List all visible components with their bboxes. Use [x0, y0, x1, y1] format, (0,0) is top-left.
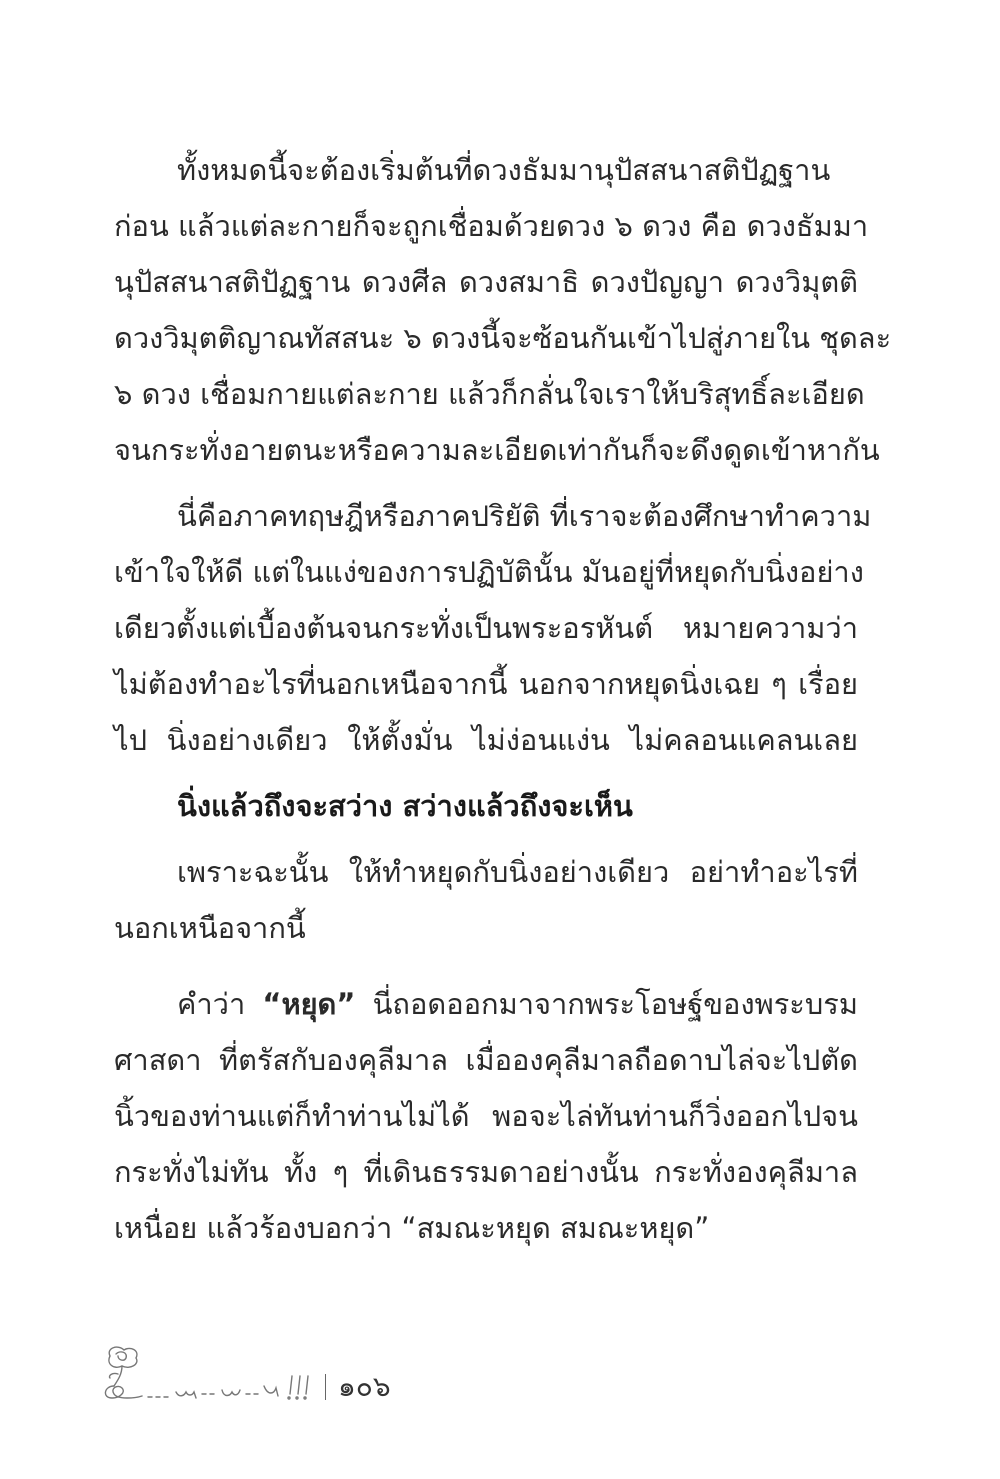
- page-number: ๑๐๖: [338, 1370, 391, 1403]
- paragraph-4-line-3: นิ้วของท่านแต่ก็ทำท่านไม่ได้ พอจะไล่ทันท่านก็วิ่งออกไปจน: [114, 1099, 858, 1133]
- paragraph-3-line-1: เพราะฉะนั้น ให้ทำหยุดกับนิ่งอย่างเดียว อย่าทำอะไรที่: [177, 855, 858, 889]
- paragraph-4-line-5: เหนื่อย แล้วร้องบอกว่า “สมณะหยุด สมณะหยุด”: [114, 1211, 710, 1245]
- paragraph-1-line-6: จนกระทั่งอายตนะหรือความละเอียดเท่ากันก็จะดึงดูดเข้าหากัน: [114, 433, 880, 467]
- paragraph-1-line-4: ดวงวิมุตติญาณทัสสนะ ๖ ดวงนี้จะซ้อนกันเข้าไปสู่ภายใน ชุดละ: [114, 321, 892, 355]
- paragraph-1-line-5: ๖ ดวง เชื่อมกายแต่ละกาย แล้วก็กลั่นใจเราให้บริสุทธิ์ละเอียด: [114, 377, 865, 411]
- paragraph-1-line-3: นุปัสสนาสติปัฏฐาน ดวงศีล ดวงสมาธิ ดวงปัญญา ดวงวิมุตติ: [114, 265, 858, 299]
- footer-separator: [325, 1374, 326, 1400]
- rose-signature-icon: [96, 1342, 326, 1404]
- paragraph-4-keyword: “หยุด”: [262, 987, 356, 1021]
- paragraph-2-line-2: เข้าใจให้ดี แต่ในแง่ของการปฏิบัตินั้น มันอยู่ที่หยุดกับนิ่งอย่าง: [114, 555, 864, 589]
- paragraph-2-line-5: ไป นิ่งอย่างเดียว ให้ตั้งมั่น ไม่ง่อนแง่น ไม่คลอนแคลนเลย: [114, 723, 858, 757]
- paragraph-3-line-2: นอกเหนือจากนี้: [114, 911, 306, 945]
- paragraph-2-line-4: ไม่ต้องทำอะไรที่นอกเหนือจากนี้ นอกจากหยุดนิ่งเฉย ๆ เรื่อย: [114, 667, 858, 701]
- paragraph-4-line-1: [177, 984, 858, 1024]
- paragraph-4-line-4: กระทั่งไม่ทัน ทั้ง ๆ ที่เดินธรรมดาอย่างนั้น กระทั่งองคุลีมาล: [114, 1155, 858, 1189]
- paragraph-1-line-2: ก่อน แล้วแต่ละกายก็จะถูกเชื่อมด้วยดวง ๖ ดวง คือ ดวงธัมมา: [114, 209, 869, 243]
- paragraph-2-line-1: นี่คือภาคทฤษฎีหรือภาคปริยัติ ที่เราจะต้องศึกษาทำความ: [177, 499, 872, 533]
- paragraph-4-prefix: คำว่า: [177, 987, 263, 1021]
- paragraph-2-line-3: เดียวตั้งแต่เบื้องต้นจนกระทั่งเป็นพระอรหันต์ หมายความว่า: [114, 611, 858, 645]
- paragraph-4-line-2: ศาสดา ที่ตรัสกับองคุลีมาล เมื่อองคุลีมาลถือดาบไล่จะไปตัด: [114, 1043, 858, 1077]
- paragraph-4-rest: นี่ถอดออกมาจากพระโอษฐ์ของพระบรม: [355, 987, 858, 1021]
- paragraph-1-line-1: ทั้งหมดนี้จะต้องเริ่มต้นที่ดวงธัมมานุปัสสนาสติปัฏฐาน: [177, 153, 831, 187]
- section-heading: นิ่งแล้วถึงจะสว่าง สว่างแล้วถึงจะเห็น: [177, 789, 633, 823]
